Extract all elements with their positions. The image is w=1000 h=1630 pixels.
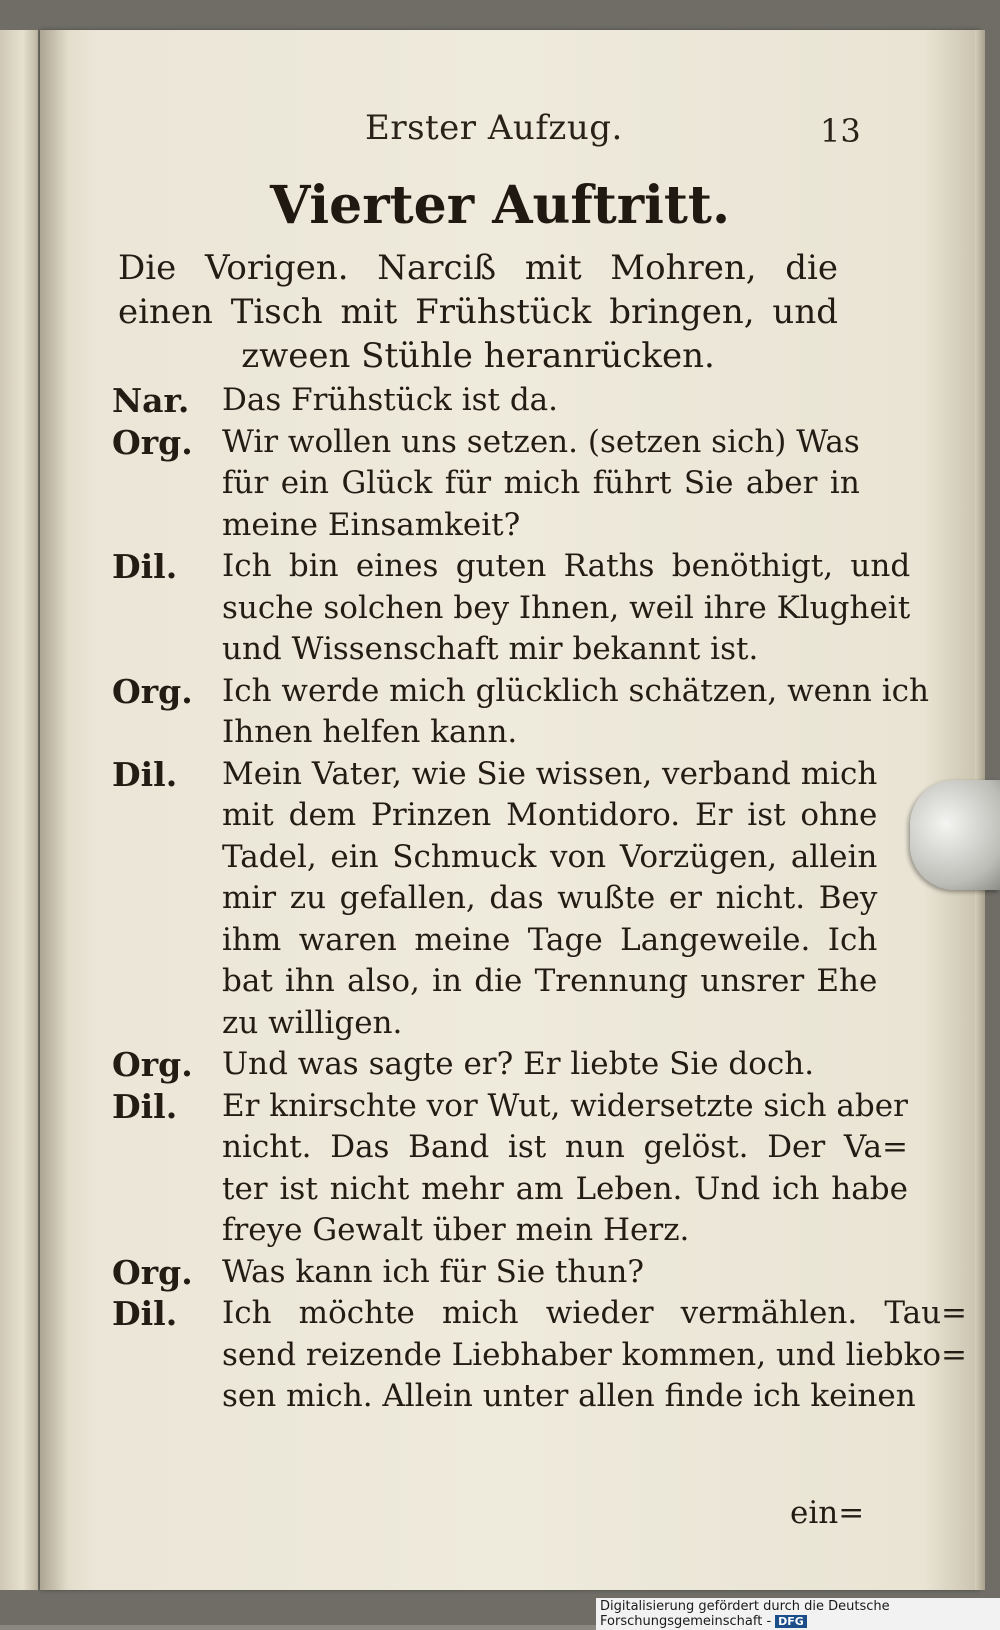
speech-text [222,422,860,547]
speech-text [222,1044,857,1086]
speaker-label: Nar. [112,381,190,420]
speech-line: mit dem Prinzen Montidoro. Er ist ohne [222,797,878,833]
speech-line: Mein Vater, wie Sie wissen, verband mich [222,755,878,792]
stage-direction-line: einen Tisch mit Frühstück bringen, und [118,292,838,332]
speech-line: Ich möchte mich wieder vermählen. Tau= [222,1295,968,1331]
stage-direction [118,246,838,378]
dialogue [112,380,968,1418]
speech-line: zu willigen. [222,1004,403,1041]
digitization-footer [596,1598,1000,1630]
speech-text [222,546,910,671]
speech-line: bat ihn also, in die Trennung unsrer Ehe [222,963,878,999]
speaker-label: Org. [112,422,193,462]
speech-line: Tadel, ein Schmuck von Vorzügen, allein [222,838,878,875]
left-page-edge [0,30,38,1590]
speech [112,1044,857,1086]
speaker-label: Org. [112,1252,193,1292]
speech-line: Das Frühstück ist da. [222,382,559,418]
speaker-label: Dil. [112,754,178,794]
speech-line: Was kann ich für Sie thun? [222,1253,644,1290]
speech-line: Ich werde mich glücklich schätzen, wenn ich [222,672,929,709]
speech [112,380,857,422]
speech-line: nicht. Das Band ist nun gelöst. Der Va= [222,1129,908,1165]
speech-text [222,380,857,422]
speech-line: Wir wollen uns setzen. (setzen sich) Was [222,423,860,460]
speech-line: Und was sagte er? Er liebte Sie doch. [222,1046,815,1082]
speech-line: und Wissenschaft mir bekannt ist. [222,631,759,667]
page-clip [910,780,1000,890]
speaker-label: Dil. [112,1086,178,1126]
speech-line: sen mich. Allein unter allen finde ich keinen [222,1378,916,1414]
speech [112,754,878,1045]
speech [112,1252,857,1294]
speech-line: mir zu gefallen, das wußte er nicht. Bey [222,880,878,916]
stage-direction-line: zween Stühle heranrücken. [241,336,715,376]
speech-line: suche solchen bey Ihnen, weil ihre Klugheit [222,589,911,626]
speaker-label: Org. [112,671,193,711]
speaker-label: Dil. [112,1294,178,1333]
speech-line: für ein Glück für mich führt Sie aber in [222,465,860,501]
speech-line: Ich bin eines guten Raths benöthigt, und [222,548,911,584]
speech-text [222,754,877,1045]
page-gutter-shadow [40,30,68,1590]
speaker-label: Dil. [112,547,178,586]
catchword: ein= [790,1495,865,1531]
speech [112,671,929,754]
speech-line: ter ist nicht mehr am Leben. Und ich habe [222,1170,908,1207]
speech [112,1293,968,1418]
speaker-label: Org. [112,1045,193,1084]
speech-line: Er knirschte vor Wut, widersetzte sich aber [222,1087,908,1124]
speech [112,1086,908,1252]
speech [112,546,911,671]
speech-line: send reizende Liebhaber kommen, und liebko= [222,1336,968,1373]
page-number: 13 [820,112,861,150]
speech-line: Ihnen helfen kann. [222,714,518,750]
speech-text [222,1252,857,1294]
stage-direction-line: Die Vorigen. Narciß mit Mohren, die [118,248,838,288]
running-head: Erster Aufzug. [365,108,623,148]
speech-text [222,1086,908,1252]
speech-line: meine Einsamkeit? [222,506,521,543]
speech [112,422,860,547]
speech-line: ihm waren meine Tage Langeweile. Ich [222,921,878,958]
speech-text [222,671,929,754]
speech-text [222,1293,967,1418]
footer-text: Digitalisierung gefördert durch die Deutsche Forschungsgemeinschaft - [600,1599,890,1629]
dfg-logo: DFG [775,1615,807,1628]
scene-title: Vierter Auftritt. [269,175,731,236]
speech-line: freye Gewalt über mein Herz. [222,1212,690,1248]
